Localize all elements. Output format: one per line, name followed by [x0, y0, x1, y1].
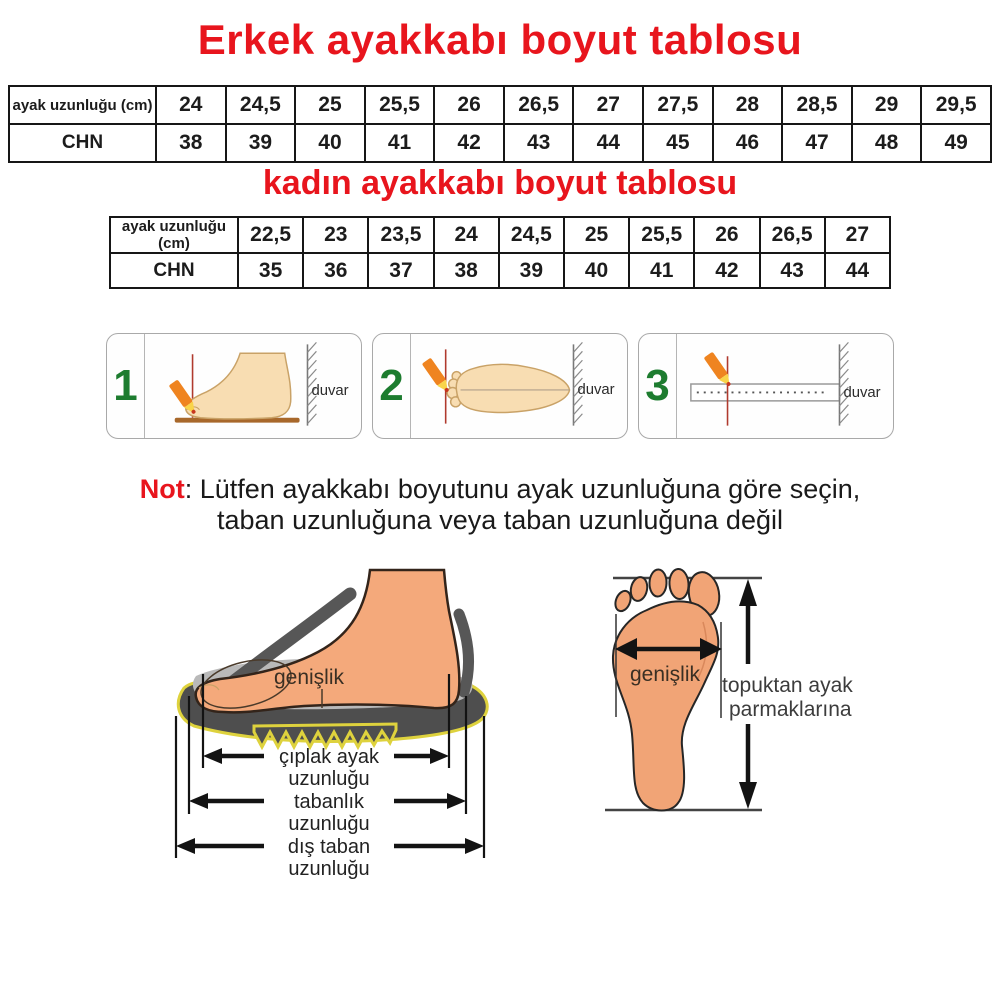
men-foot-length-cell: 29,5 — [921, 86, 991, 124]
women-foot-length-cell: 22,5 — [238, 217, 303, 253]
men-foot-length-cell: 26 — [434, 86, 504, 124]
side-width-label: genişlik — [273, 666, 345, 689]
insole-length-label-1: tabanlık — [293, 791, 365, 813]
dim-arrowhead — [465, 838, 484, 854]
wall-label: duvar — [311, 382, 349, 399]
men-foot-length-cell: 27 — [573, 86, 643, 124]
step-3-number: 3 — [639, 334, 677, 438]
women-chn-cell: 36 — [303, 253, 368, 288]
men-chn-cell: 43 — [504, 124, 574, 162]
women-chn-cell: 39 — [499, 253, 564, 288]
women-size-table-title: kadın ayakkabı boyut tablosu — [262, 164, 738, 202]
foot-side-icon — [196, 570, 460, 712]
men-chn-row — [9, 124, 991, 162]
women-chn-cell: 37 — [368, 253, 433, 288]
ruler-icon — [691, 384, 840, 401]
heel-to-toe-label-1: topuktan ayak — [722, 674, 853, 697]
wall-label: duvar — [843, 384, 881, 401]
dim-arrowhead — [430, 748, 449, 764]
note-text — [0, 474, 1000, 536]
men-chn-cell: 38 — [156, 124, 226, 162]
men-foot-length-row — [9, 86, 991, 124]
outsole-length-label-1: dış taban — [287, 836, 371, 858]
women-foot-length-label: ayak uzunluğu (cm) — [110, 217, 238, 253]
footprint-diagram — [585, 552, 985, 882]
foot-top-icon — [447, 364, 569, 412]
dim-arrowhead — [176, 838, 195, 854]
step-3-panel — [638, 333, 894, 439]
men-foot-length-cell: 28,5 — [782, 86, 852, 124]
women-foot-length-cell: 24,5 — [499, 217, 564, 253]
outsole-length-label-2: uzunluğu — [288, 858, 370, 880]
men-foot-length-cell: 26,5 — [504, 86, 574, 124]
women-foot-length-cell: 26 — [694, 217, 759, 253]
note-prefix: Not — [139, 474, 185, 504]
footprint-icon — [613, 568, 723, 810]
men-chn-cell: 40 — [295, 124, 365, 162]
dim-arrowhead — [189, 793, 208, 809]
women-foot-length-row — [110, 217, 890, 253]
women-foot-length-cell: 24 — [434, 217, 499, 253]
women-chn-cell: 41 — [629, 253, 694, 288]
men-foot-length-cell: 28 — [713, 86, 783, 124]
step-1-number: 1 — [107, 334, 145, 438]
men-foot-length-cell: 24,5 — [226, 86, 296, 124]
pencil-icon — [422, 358, 453, 395]
step-2-panel — [372, 333, 628, 439]
measuring-steps — [106, 333, 894, 439]
men-size-table-title: Erkek ayakkabı boyut tablosu — [197, 16, 803, 63]
women-chn-cell: 42 — [694, 253, 759, 288]
dim-arrowhead — [447, 793, 466, 809]
men-chn-cell: 47 — [782, 124, 852, 162]
note-line-1 — [0, 474, 1000, 505]
barefoot-length-label-2: uzunluğu — [288, 768, 370, 790]
women-foot-length-cell: 27 — [825, 217, 890, 253]
foot-length-diagram — [146, 556, 578, 891]
men-chn-cell: 49 — [921, 124, 991, 162]
men-chn-label: CHN — [9, 124, 156, 162]
women-chn-cell: 44 — [825, 253, 890, 288]
foot-side-icon — [186, 353, 291, 419]
women-chn-row — [110, 253, 890, 288]
step-1-illustration — [145, 334, 361, 438]
men-chn-cell: 48 — [852, 124, 922, 162]
women-size-table — [109, 216, 891, 289]
step-1-panel — [106, 333, 362, 439]
men-foot-length-cell: 29 — [852, 86, 922, 124]
note-line-2: taban uzunluğuna veya taban uzunluğuna değil — [217, 505, 783, 535]
barefoot-length-label-1: çıplak ayak — [278, 746, 380, 768]
men-chn-cell: 42 — [434, 124, 504, 162]
women-foot-length-cell: 26,5 — [760, 217, 825, 253]
men-foot-length-cell: 27,5 — [643, 86, 713, 124]
pencil-icon — [704, 352, 735, 389]
men-foot-length-label: ayak uzunluğu (cm) — [9, 86, 156, 124]
step-2-illustration — [411, 334, 627, 438]
step-2-number: 2 — [373, 334, 411, 438]
heel-to-toe-label-2: parmaklarına — [729, 698, 852, 721]
women-foot-length-cell: 23,5 — [368, 217, 433, 253]
women-foot-length-cell: 25,5 — [629, 217, 694, 253]
footprint-width-label: genişlik — [629, 663, 701, 686]
men-chn-cell: 46 — [713, 124, 783, 162]
men-foot-length-cell: 24 — [156, 86, 226, 124]
men-chn-cell: 41 — [365, 124, 435, 162]
women-foot-length-cell: 23 — [303, 217, 368, 253]
women-chn-cell: 35 — [238, 253, 303, 288]
women-foot-length-cell: 25 — [564, 217, 629, 253]
men-chn-cell: 44 — [573, 124, 643, 162]
tread-zigzag-icon — [254, 724, 396, 747]
men-chn-cell: 39 — [226, 124, 296, 162]
women-chn-label: CHN — [110, 253, 238, 288]
note-line-1-rest: : Lütfen ayakkabı boyutunu ayak uzunluğuna göre seçin, — [184, 474, 861, 504]
men-size-table — [8, 85, 992, 163]
men-foot-length-cell: 25 — [295, 86, 365, 124]
women-chn-cell: 40 — [564, 253, 629, 288]
women-chn-cell: 43 — [760, 253, 825, 288]
step-3-illustration — [677, 334, 893, 438]
insole-length-label-2: uzunluğu — [288, 813, 370, 835]
wall-label: duvar — [577, 381, 615, 398]
women-chn-cell: 38 — [434, 253, 499, 288]
men-foot-length-cell: 25,5 — [365, 86, 435, 124]
men-chn-cell: 45 — [643, 124, 713, 162]
dim-arrowhead — [203, 748, 222, 764]
